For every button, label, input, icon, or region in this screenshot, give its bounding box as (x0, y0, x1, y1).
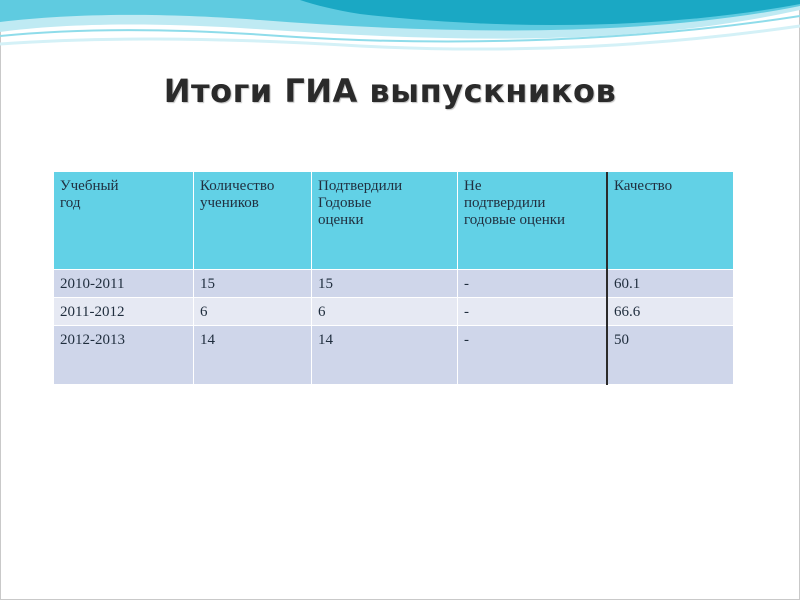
header-cell-count (194, 172, 312, 270)
cell-year: 2010-2011 (54, 270, 194, 298)
results-table (54, 172, 734, 385)
header-confirmed-label: Подтвердили Годовые оценки (318, 178, 403, 228)
header-not-confirmed-label: Не подтвердили годовые оценки (464, 178, 566, 228)
cell-year: 2012-2013 (54, 326, 194, 385)
cell-quality: 66.6 (607, 298, 734, 326)
header-cell-not-confirmed (458, 172, 608, 270)
cell-not-confirmed: - (458, 326, 608, 385)
cell-quality: 60.1 (607, 270, 734, 298)
table-header-row (54, 172, 734, 270)
header-cell-year (54, 172, 194, 270)
cell-count: 14 (194, 326, 312, 385)
cell-confirmed: 14 (312, 326, 458, 385)
cell-confirmed: 6 (312, 298, 458, 326)
header-year-label: Учебный год (60, 178, 119, 211)
cell-count: 15 (194, 270, 312, 298)
header-quality-label: Качество (614, 178, 673, 194)
cell-quality: 50 (607, 326, 734, 385)
header-cell-confirmed (312, 172, 458, 270)
header-count-label: Количество учеников (200, 178, 275, 211)
cell-confirmed: 15 (312, 270, 458, 298)
cell-not-confirmed: - (458, 270, 608, 298)
page-title: Итоги ГИА выпускников (163, 72, 617, 110)
table-row (54, 270, 734, 298)
cell-year: 2011-2012 (54, 298, 194, 326)
cell-not-confirmed: - (458, 298, 608, 326)
header-cell-quality (607, 172, 734, 270)
table-row (54, 298, 734, 326)
cell-count: 6 (194, 298, 312, 326)
header-wave-decoration (0, 0, 800, 80)
table-row (54, 326, 734, 385)
